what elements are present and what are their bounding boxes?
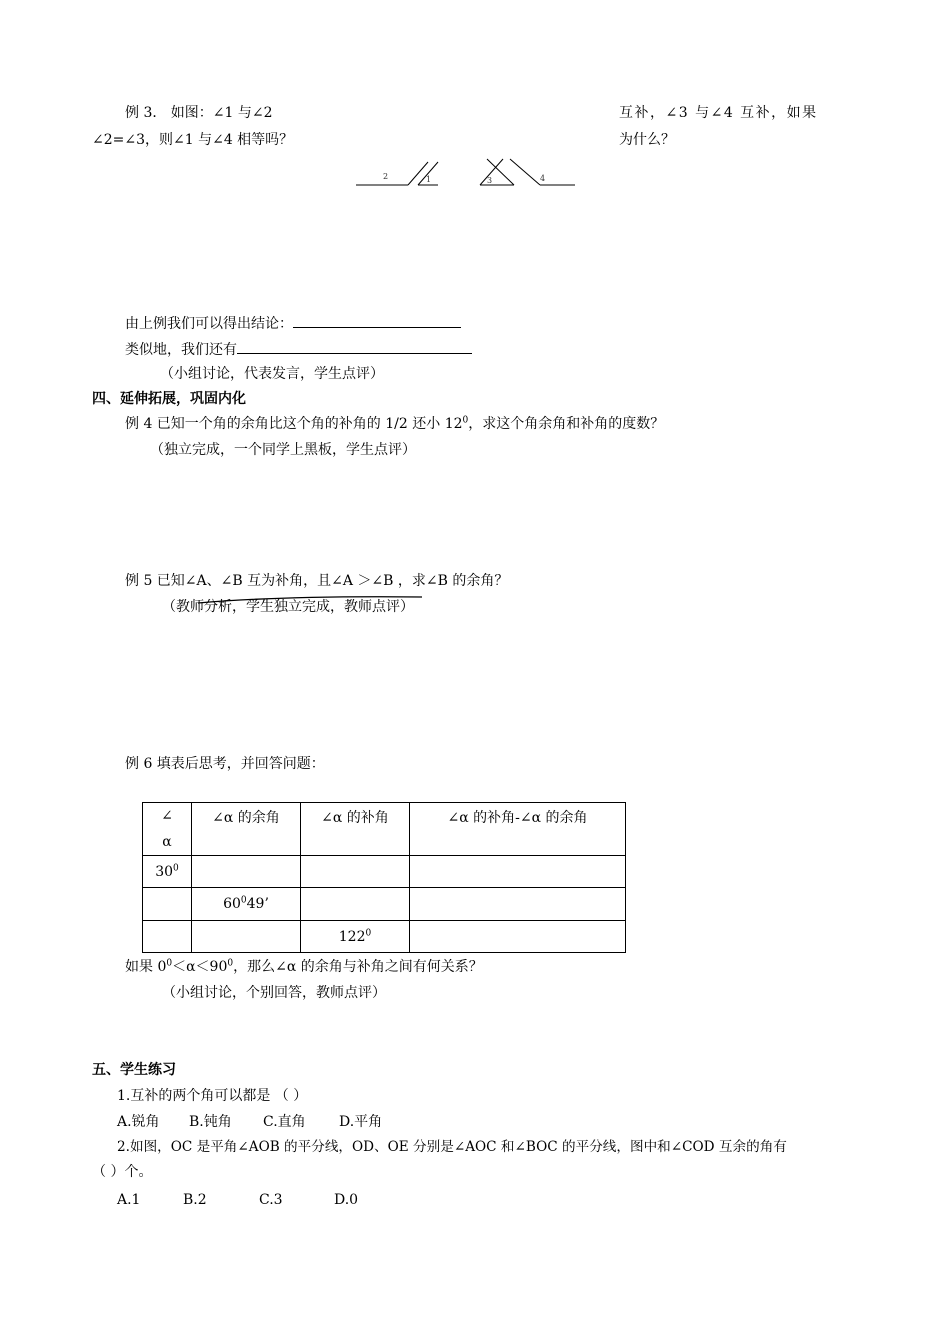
angle-label-3: 3 [487, 176, 493, 185]
table-cell-complement[interactable] [192, 888, 301, 921]
table-cell-complement[interactable] [192, 921, 301, 953]
relationship-question [125, 957, 483, 977]
cell-value-30: 30 [155, 863, 174, 880]
pen-stroke-mark [196, 592, 426, 608]
header-cell-difference: ∠α 的补角-∠α 的余角 [410, 803, 626, 856]
table-cell-difference[interactable] [410, 888, 626, 921]
angle-table [142, 802, 626, 953]
table-cell-supplement[interactable] [301, 856, 410, 888]
conclusion-blank-2[interactable] [237, 339, 472, 354]
example-3-line1: 例 3． 如图：∠1 与∠2 [125, 105, 273, 121]
angle-label-4: 4 [540, 174, 546, 183]
example-4 [125, 414, 664, 434]
table-cell-angle[interactable] [143, 921, 192, 953]
conclusion-line1-text: 由上例我们可以得出结论： [125, 316, 293, 332]
angle-label-2: 2 [383, 172, 389, 181]
table-cell-angle[interactable] [143, 888, 192, 921]
example-4-text-b: ，求这个角余角和补角的度数？ [468, 416, 665, 432]
header-cell-complement: ∠α 的余角 [192, 803, 301, 856]
option-d[interactable]: D.0 [334, 1192, 359, 1208]
exercise-1: 1.互补的两个角可以都是 （ ） [117, 1088, 308, 1104]
option-a[interactable]: A.锐角 [117, 1114, 160, 1130]
question-text-b: ＜α＜90 [172, 959, 228, 975]
section-5-heading: 五、学生练习 [92, 1062, 176, 1078]
header-alpha: α [162, 834, 172, 850]
relationship-note: （小组讨论，个别回答，教师点评） [162, 985, 386, 1001]
table-row [143, 921, 626, 953]
conclusion-blank-1[interactable] [293, 313, 461, 328]
option-b[interactable]: B.钝角 [189, 1114, 232, 1130]
cell-value-60: 60 [223, 896, 241, 912]
header-cell-angle [143, 803, 192, 856]
table-cell-difference[interactable] [410, 856, 626, 888]
table-cell-angle[interactable] [143, 856, 192, 888]
question-text-c: ，那么∠α 的余角与补角之间有何关系？ [233, 959, 483, 975]
section-4-heading: 四、延伸拓展，巩固内化 [92, 391, 246, 407]
exercise-2-line1: 2.如图，OC 是平角∠AOB 的平分线，OD、OE 分别是∠AOC 和∠BOC 的平分线，图中和∠COD 互余的角有 [117, 1139, 787, 1155]
table-cell-supplement[interactable] [301, 888, 410, 921]
exercise-2-options [117, 1190, 358, 1210]
header-angle-symbol: ∠ [161, 808, 173, 824]
cell-degree: 0 [240, 895, 247, 906]
table-cell-supplement[interactable] [301, 921, 410, 953]
option-a[interactable]: A.1 [117, 1192, 141, 1208]
cell-value-122: 122 [338, 928, 366, 945]
cell-degree: 0 [173, 862, 179, 873]
conclusion-line2 [125, 339, 472, 360]
table-cell-complement[interactable] [192, 856, 301, 888]
table-row [143, 856, 626, 888]
option-c[interactable]: C.直角 [263, 1114, 306, 1130]
exercise-1-options [117, 1112, 382, 1132]
option-d[interactable]: D.平角 [339, 1114, 383, 1130]
example-4-degree: 0 [462, 415, 469, 426]
option-b[interactable]: B.2 [183, 1192, 207, 1208]
example-4-note: （独立完成，一个同学上黑板，学生点评） [150, 442, 416, 458]
figure-angles-3-4 [480, 159, 575, 185]
conclusion-line2-text: 类似地，我们还有 [125, 342, 237, 358]
header-cell-supplement: ∠α 的补角 [301, 803, 410, 856]
table-row [143, 888, 626, 921]
conclusion-line1 [125, 313, 461, 334]
example-3-line1-right: 互补，∠3 与∠4 互补，如果 [619, 105, 818, 121]
question-degree-1: 0 [166, 958, 173, 969]
angle-label-1: 1 [426, 175, 432, 184]
question-text-a: 如果 0 [125, 959, 167, 975]
conclusion-note: （小组讨论，代表发言，学生点评） [160, 366, 384, 382]
example-3-line2-right: 为什么？ [619, 132, 675, 148]
question-degree-2: 0 [227, 958, 234, 969]
table-header-row [143, 803, 626, 856]
cell-degree: 0 [365, 927, 372, 938]
example-5: 例 5 已知∠A、∠B 互为补角，且∠A ＞∠B ，求∠B 的余角？ [125, 573, 509, 589]
angle-figure [350, 150, 590, 195]
table-cell-difference[interactable] [410, 921, 626, 953]
exercise-2-line2: （ ）个。 [92, 1164, 153, 1180]
example-5-note: （教师分析，学生独立完成，教师点评） [162, 599, 414, 615]
example-3-line2: ∠2=∠3，则∠1 与∠4 相等吗？ [92, 132, 294, 148]
cell-value-49-minutes: 49’ [246, 896, 269, 912]
option-c[interactable]: C.3 [259, 1192, 283, 1208]
example-6: 例 6 填表后思考，并回答问题： [125, 756, 325, 772]
example-4-text-a: 例 4 已知一个角的余角比这个角的补角的 1/2 还小 12 [125, 416, 463, 432]
